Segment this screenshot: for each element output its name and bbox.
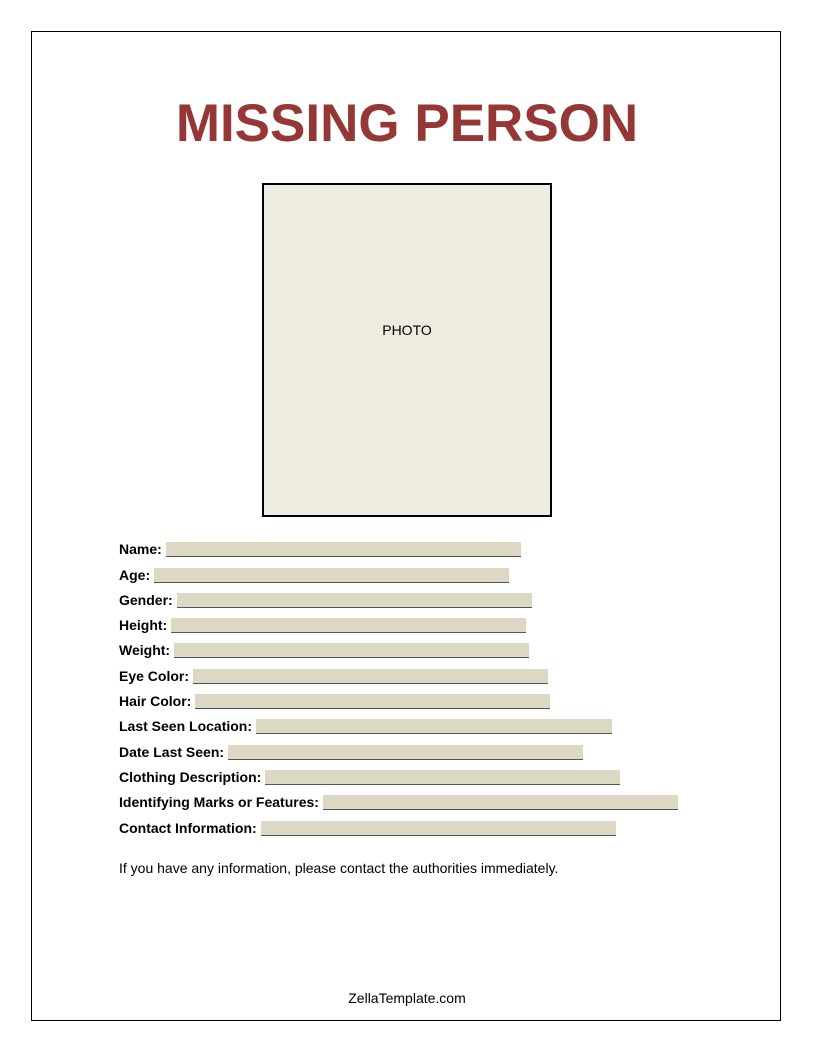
clothing-description-field[interactable] — [265, 770, 620, 785]
name-label: Name: — [119, 541, 162, 558]
photo-label: PHOTO — [382, 322, 432, 338]
field-row-hair-color — [119, 686, 678, 711]
name-field[interactable] — [166, 542, 521, 557]
date-last-seen-label: Date Last Seen: — [119, 743, 225, 760]
photo-placeholder[interactable] — [262, 183, 552, 517]
field-row-identifying-marks — [119, 787, 678, 812]
field-row-name — [119, 534, 678, 559]
last-seen-location-label: Last Seen Location: — [119, 718, 253, 735]
age-field[interactable] — [154, 568, 509, 583]
field-row-gender — [119, 585, 678, 610]
identifying-marks-label: Identifying Marks or Features: — [119, 794, 319, 811]
hair-color-field[interactable] — [195, 694, 550, 709]
field-row-date-last-seen — [119, 736, 678, 761]
eye-color-label: Eye Color: — [119, 667, 190, 684]
contact-information-field[interactable] — [261, 821, 616, 836]
field-row-contact-information — [119, 812, 678, 837]
identifying-marks-field[interactable] — [323, 795, 678, 810]
contact-information-label: Contact Information: — [119, 819, 257, 836]
poster-title: MISSING PERSON — [175, 94, 639, 153]
gender-label: Gender: — [119, 591, 173, 608]
field-row-age — [119, 559, 678, 584]
field-row-eye-color — [119, 660, 678, 685]
height-field[interactable] — [171, 618, 526, 633]
contact-notice: If you have any information, please contact the authorities immediately. — [119, 860, 559, 876]
date-last-seen-field[interactable] — [228, 745, 583, 760]
field-row-clothing-description — [119, 762, 678, 787]
weight-field[interactable] — [174, 643, 529, 658]
age-label: Age: — [119, 566, 151, 583]
field-row-height — [119, 610, 678, 635]
last-seen-location-field[interactable] — [256, 719, 612, 734]
weight-label: Weight: — [119, 642, 171, 659]
hair-color-label: Hair Color: — [119, 693, 192, 710]
field-row-weight — [119, 635, 678, 660]
height-label: Height: — [119, 617, 168, 634]
field-row-last-seen-location — [119, 711, 678, 736]
footer-website: ZellaTemplate.com — [348, 990, 466, 1006]
eye-color-field[interactable] — [193, 669, 548, 684]
clothing-description-label: Clothing Description: — [119, 768, 262, 785]
person-details-form — [119, 534, 678, 838]
gender-field[interactable] — [177, 593, 532, 608]
